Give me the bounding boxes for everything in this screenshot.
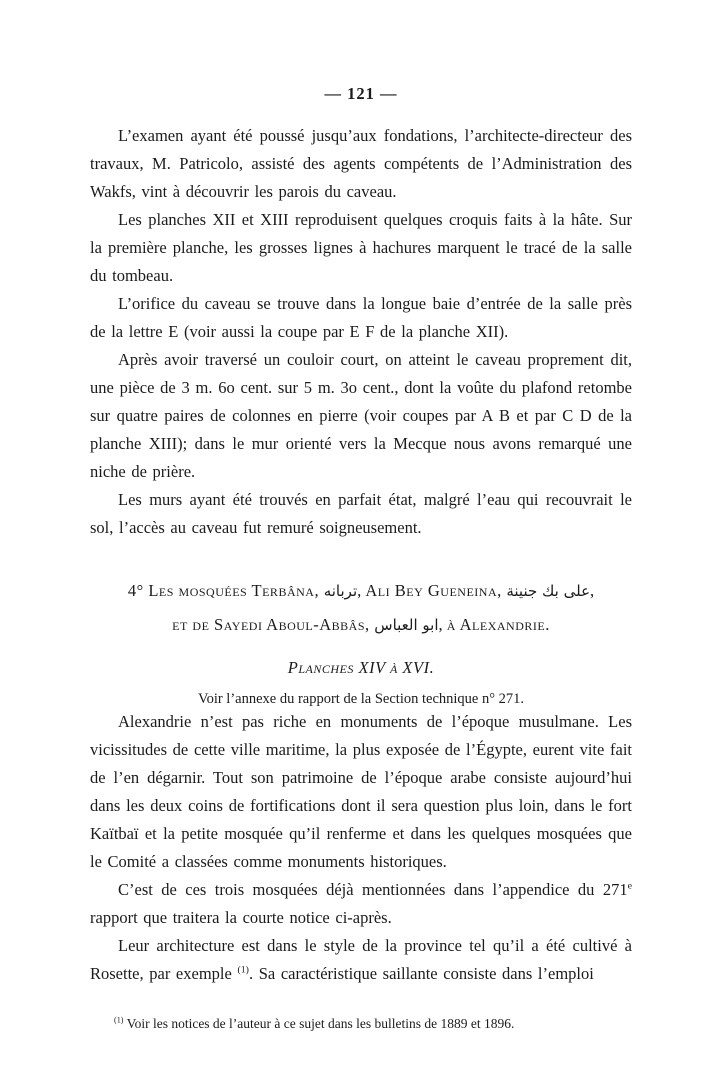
paragraph-architecture-text: Leur architecture est dans le style de la province tel qu’il a été cultivé à Rosette, par exemple xyxy=(90,936,632,983)
paragraph-rapport xyxy=(90,876,632,932)
paragraph-alexandrie: Alexandrie n’est pas riche en monuments de l’époque musulmane. Les vicissitudes de cette ville maritime, la plus exposée de l’Égypte, eurent vite fait de l’en dégarnir. Tout son patrimoine de l’époque arabe consiste aujourd’hui dans les deux coins de fortifications dont il sera question plus loin, dans le fort Kaïtbaï et la petite mosquée qu’il renferme et dans les quelques mosquées que le Comité a classées comme monuments historiques. xyxy=(90,712,632,871)
heading-text-alexandrie: , à Alexandrie. xyxy=(438,615,550,634)
paragraph-examen: L’examen ayant été poussé jusqu’aux fondations, l’architecte-directeur des travaux, M. Patricolo, assisté des agents compétents de l’Administration des Wakfs, vint à découvrir les parois du caveau. xyxy=(90,126,632,201)
paragraph-architecture xyxy=(90,932,632,988)
section-heading-line-2 xyxy=(90,608,632,642)
footnote-marker: (1) xyxy=(114,1015,124,1025)
paragraph-murs: Les murs ayant été trouvés en parfait état, malgré l’eau qui recouvrait le sol, l’accès au caveau fut remuré soigneusement. xyxy=(90,490,632,537)
arabic-terbana: تربانه xyxy=(323,582,358,600)
arabic-gueneina: على بك جنينة xyxy=(506,582,591,600)
page-number: — 121 — xyxy=(324,84,398,103)
paragraph-rapport-text: C’est de ces trois mosquées déjà mentionnées dans l’appendice du 271 xyxy=(118,880,628,899)
footnote-text: Voir les notices de l’auteur à ce sujet dans les bulletins de 1889 et 1896. xyxy=(123,1016,515,1031)
footnote xyxy=(90,1014,632,1034)
ordinal-superscript: e xyxy=(627,880,632,892)
heading-text-aboul-abbas: et de Sayedi Aboul-Abbâs, xyxy=(172,615,375,634)
paragraph-planches: Les planches XII et XIII reproduisent quelques croquis faits à la hâte. Sur la première planche, les grosses lignes à hachures marquent le tracé de la salle du tombeau. xyxy=(90,210,632,285)
annex-note: Voir l’annexe du rapport de la Section technique n° 271. xyxy=(197,691,525,707)
section-heading-line-1 xyxy=(90,574,632,608)
paragraph-rapport-text-end: rapport que traitera la courte notice ci-après. xyxy=(90,908,392,927)
paragraph-orifice: L’orifice du caveau se trouve dans la longue baie d’entrée de la salle près de la lettre E (voir aussi la coupe par E F de la planche XII). xyxy=(90,294,632,341)
arabic-aboul-abbas: ابو العباس xyxy=(374,616,439,634)
paragraph-couloir: Après avoir traversé un couloir court, on atteint le caveau proprement dit, une pièce de 3 m. 6o cent. sur 5 m. 3o cent., dont la voûte du plafond retombe sur quatre paires de colonnes en pierre (voir coupes par A B et par C D de la planche XIII); dans le mur orienté vers la Mecque nous avons remarqué une niche de prière. xyxy=(90,350,632,481)
heading-text-comma: , xyxy=(590,581,595,600)
footnote-reference: (1) xyxy=(237,964,249,976)
section-heading xyxy=(90,574,632,642)
heading-text-mosquees: 4° Les mosquées Terbâna, xyxy=(127,581,324,600)
paragraph-architecture-text-end: . Sa caractéristique saillante consiste dans l’emploi xyxy=(248,964,594,983)
heading-text-gueneina: , Ali Bey Gueneina, xyxy=(357,581,507,600)
plate-heading: Planches XIV à XVI. xyxy=(287,658,435,677)
